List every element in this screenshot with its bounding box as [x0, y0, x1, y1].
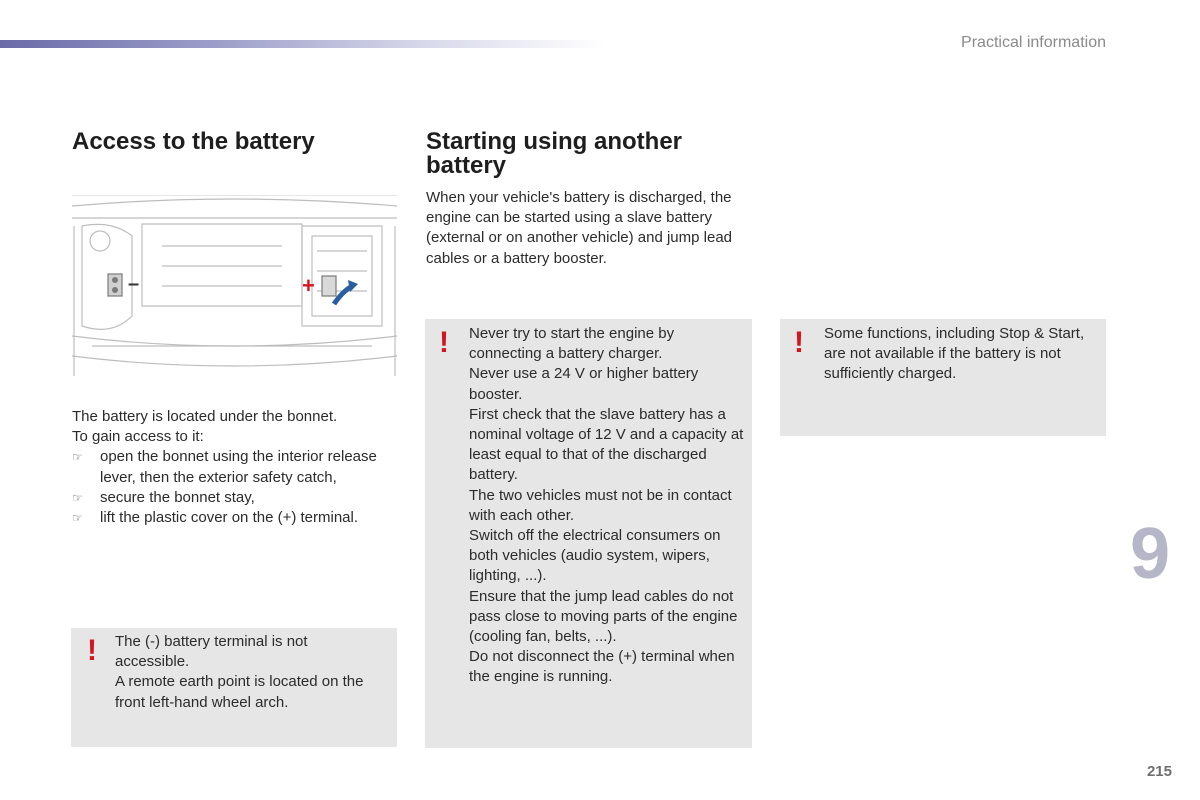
step-text: open the bonnet using the interior release lever, then the exterior safety catch, — [100, 448, 377, 486]
pointing-hand-icon: ☞ — [72, 490, 83, 505]
jump-start-intro: When your vehicle's battery is discharged, the engine can be started using a slave battery (external or on another vehicle) and jump lead cables or a battery booster. — [426, 189, 733, 267]
access-intro: To gain access to it: — [72, 428, 204, 446]
chapter-number: 9 — [1129, 514, 1170, 594]
warning-text — [115, 632, 385, 713]
jump-start-warning-box — [425, 319, 752, 748]
pointing-hand-icon: ☞ — [72, 511, 83, 526]
warning-text — [824, 324, 1102, 385]
minus-terminal-icon — [108, 274, 122, 296]
warning-text — [469, 324, 749, 688]
warning-line: Do not disconnect the (+) terminal when the engine is running. — [469, 648, 735, 686]
warning-line: A remote earth point is located on the front left-hand wheel arch. — [115, 673, 364, 711]
section-title: Practical information — [961, 34, 1106, 51]
list-item — [72, 488, 402, 508]
plus-terminal-icon — [322, 276, 358, 304]
access-battery-heading: Access to the battery — [72, 128, 315, 155]
warning-icon: ! — [794, 326, 804, 359]
warning-line: Switch off the electrical consumers on both vehicles (audio system, wipers, lighting, ...). — [469, 527, 721, 585]
warning-line: Some functions, including Stop & Start, are not available if the battery is not sufficiently charged. — [824, 325, 1085, 383]
step-text: secure the bonnet stay, — [100, 488, 255, 506]
list-item — [72, 508, 402, 528]
warning-line: The (-) battery terminal is not accessible. — [115, 633, 308, 671]
warning-line: Never try to start the engine by connecting a battery charger. — [469, 325, 675, 363]
warning-line: First check that the slave battery has a nominal voltage of 12 V and a capacity at least equal to that of the discharged battery. — [469, 405, 744, 484]
warning-icon: ! — [87, 634, 97, 667]
minus-sign-label: – — [128, 273, 140, 295]
list-item — [72, 447, 402, 487]
warning-line: Ensure that the jump lead cables do not pass close to moving parts of the engine (cooling fan, belts, ...). — [469, 587, 738, 646]
step-text: lift the plastic cover on the (+) terminal. — [100, 509, 359, 527]
battery-location-sentence: The battery is located under the bonnet. — [72, 408, 338, 425]
earth-point-warning-box — [71, 628, 397, 747]
battery-location-text — [72, 407, 402, 528]
plus-sign-label: + — [302, 273, 315, 298]
engine-bay-illustration — [72, 195, 397, 381]
header-color-bar — [0, 40, 605, 48]
page-number: 215 — [1146, 763, 1172, 780]
warning-icon: ! — [439, 326, 449, 359]
pointing-hand-icon: ☞ — [72, 450, 83, 465]
warning-line: The two vehicles must not be in contact with each other. — [469, 486, 732, 524]
warning-line: Never use a 24 V or higher battery booster. — [469, 365, 699, 403]
stop-start-warning-box — [780, 319, 1106, 436]
jump-start-heading: Starting using another battery — [426, 128, 683, 179]
